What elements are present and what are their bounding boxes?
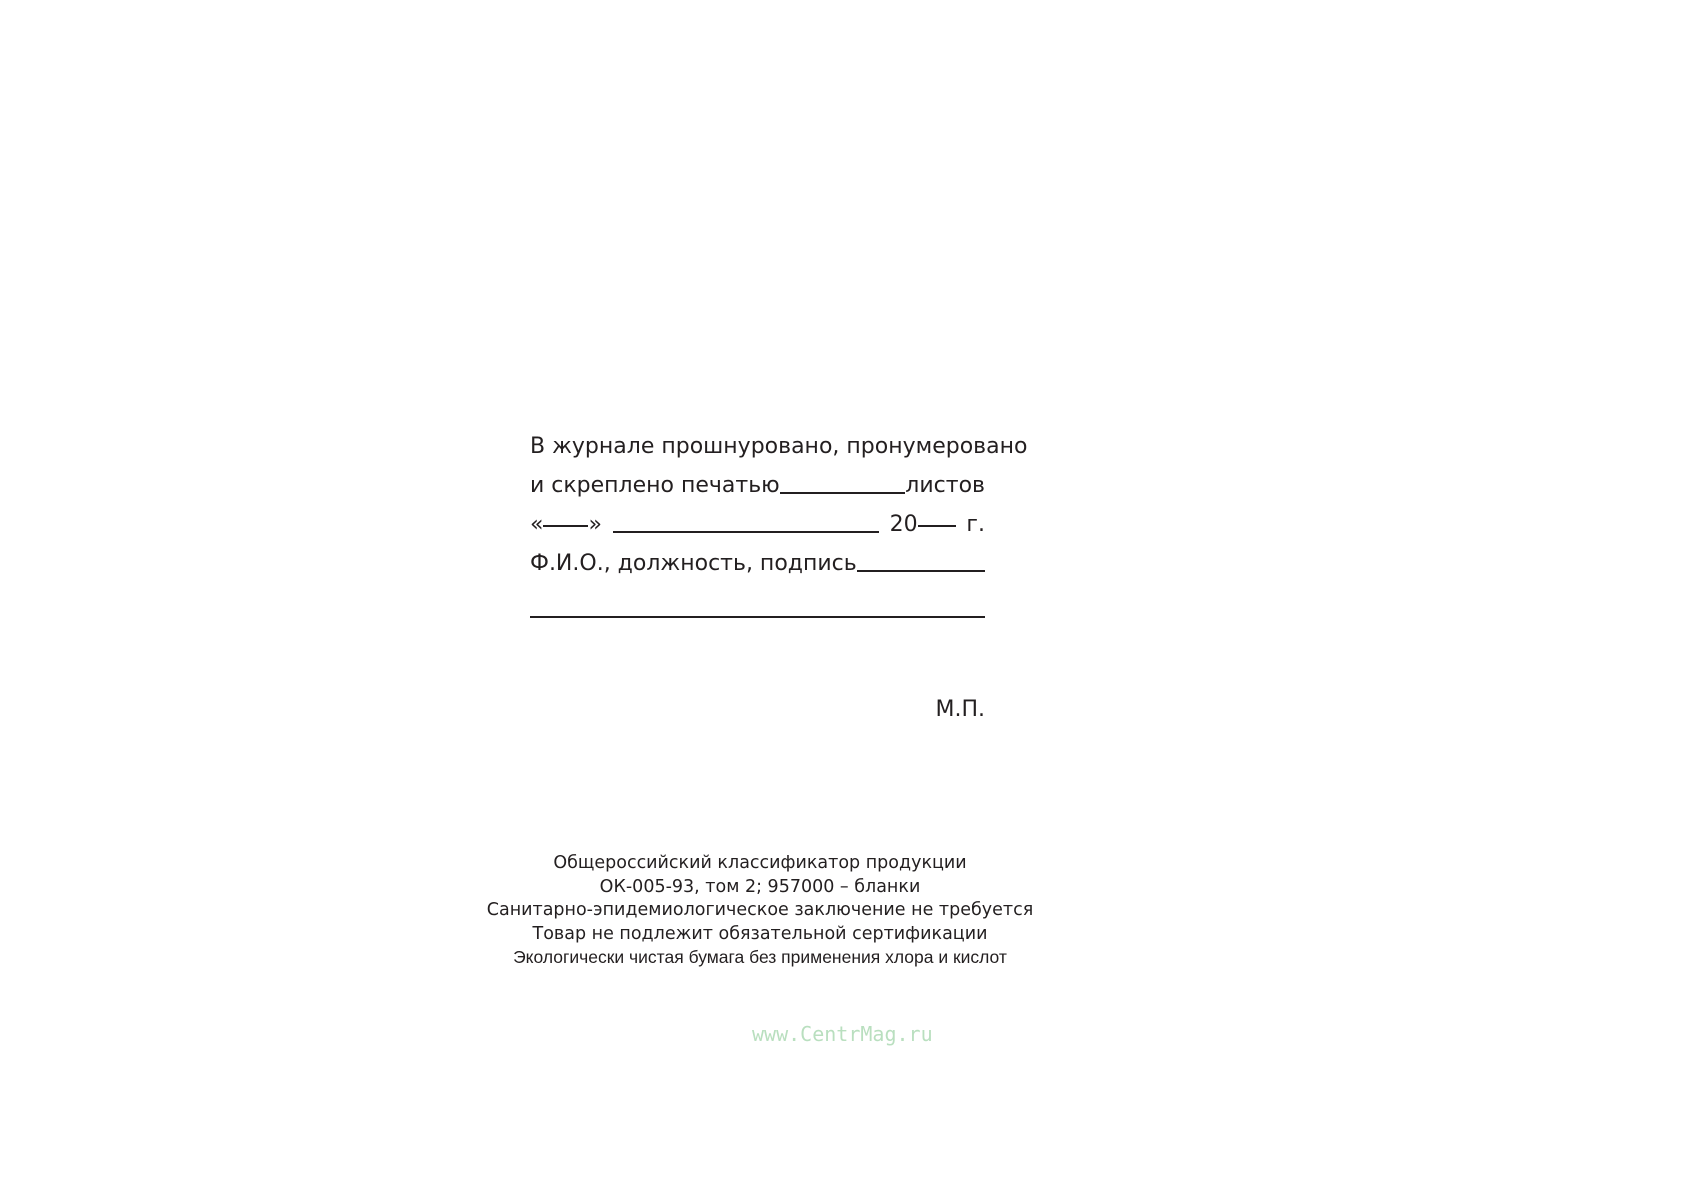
product-info-block bbox=[430, 852, 1090, 970]
cert-line-2-end: листов bbox=[905, 473, 985, 498]
cert-line-3-date bbox=[530, 498, 985, 537]
info-line-1: Общероссийский классификатор продукции bbox=[553, 853, 967, 873]
close-quote: » bbox=[588, 512, 602, 537]
signature-blank bbox=[857, 550, 985, 572]
certification-block bbox=[530, 420, 1028, 622]
full-width-blank bbox=[530, 596, 985, 618]
open-quote: « bbox=[530, 512, 544, 537]
cert-line-2-text: и скреплено печатью bbox=[530, 473, 780, 498]
seal-place bbox=[530, 697, 985, 722]
info-line-2: ОК-005-93, том 2; 957000 – бланки bbox=[599, 876, 921, 897]
info-line-3: Санитарно-эпидемиологическое заключение не требуется bbox=[486, 900, 1034, 920]
cert-line-1 bbox=[530, 420, 1028, 459]
year-suffix: г. bbox=[966, 512, 985, 537]
watermark-text: www.CentrMag.ru bbox=[752, 1022, 933, 1046]
month-blank bbox=[613, 511, 879, 533]
info-line-4: Товар не подлежит обязательной сертификации bbox=[532, 923, 988, 944]
signature-label: Ф.И.О., должность, подпись bbox=[530, 551, 857, 576]
year-prefix: 20 bbox=[889, 512, 918, 537]
sheet-count-blank bbox=[780, 472, 906, 494]
day-blank bbox=[543, 505, 588, 527]
cert-line-1-text: В журнале прошнуровано, пронумеровано bbox=[530, 434, 1028, 459]
cert-line-2 bbox=[530, 459, 985, 498]
day-field bbox=[530, 509, 602, 537]
cert-line-5 bbox=[530, 576, 985, 622]
year-field bbox=[890, 509, 956, 537]
cert-line-4-signature bbox=[530, 537, 985, 576]
info-line-5: Экологически чистая бумага без применения хлора и кислот bbox=[513, 947, 1007, 967]
seal-label: М.П. bbox=[935, 697, 985, 722]
year-blank bbox=[918, 505, 956, 527]
